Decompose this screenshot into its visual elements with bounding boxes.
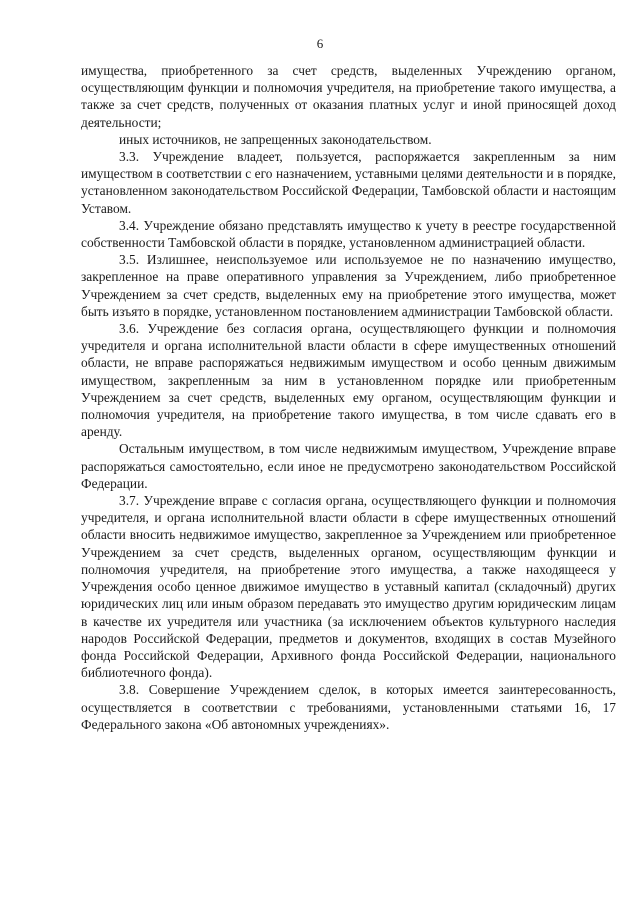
page-number: 6 [316,36,324,51]
clause-3-8: 3.8. Совершение Учреждением сделок, в которых имеется заинтересованность, осуществляется в соответствии с требованиями, установленными статьями 16, 17 Федерального закона «Об автономных учреждениях». [81,682,616,732]
paragraph-other-sources: иных источников, не запрещенных законодательством. [119,131,432,147]
clause-3-7: 3.7. Учреждение вправе с согласия органа, осуществляющего функции и полномочия учредителя, и органа исполнительной власти области в сфере имущественных отношений области вносить недвижимое имущество, закрепленное за Учреждением или приобретенное Учреждением за счет средств, выделенных органом, осуществляющим функции и полномочия учредителя, на приобретение этого имущества, а также находящееся у Учреждения особо ценное движимое имущество в уставный капитал (складочный) других юридических лиц или иным образом передавать это имущество другим юридическим лицам в качестве их учредителя или участника (за исключением объектов культурного наследия народов Российской Федерации, предметов и документов, входящих в состав Музейного фонда Российской Федерации, Архивного фонда Российской Федерации, национального библиотечного фонда). [81,493,616,681]
document-body [81,62,616,733]
paragraph-other-property: Остальным имуществом, в том числе недвижимым имуществом, Учреждение вправе распоряжаться самостоятельно, если иное не предусмотрено законодательством Российской Федерации. [81,441,616,491]
clause-3-3: 3.3. Учреждение владеет, пользуется, распоряжается закрепленным за ним имуществом в соответствии с его назначением, уставными целями деятельности и в порядке, установленном законодательством Российской Федерации, Тамбовской области и настоящим Уставом. [81,149,616,216]
paragraph-continuation: имущества, приобретенного за счет средств, выделенных Учреждению органом, осуществляющим функции и полномочия учредителя, на приобретение такого имущества, а также за счет средств, полученных от оказания платных услуг и иной приносящей доход деятельности; [81,63,616,130]
clause-3-4: 3.4. Учреждение обязано представлять имущество к учету в реестре государственной собственности Тамбовской области в порядке, установленном администрацией области. [81,217,616,251]
clause-3-6: 3.6. Учреждение без согласия органа, осуществляющего функции и полномочия учредителя и органа исполнительной власти области в сфере имущественных отношений области, не вправе распоряжаться недвижимым имуществом и особо ценным движимым имуществом, закрепленным за ним в установленном порядке или приобретенным Учреждением за счет средств, выделенных ему органом, осуществляющим функции и полномочия учредителя, на приобретение такого имущества, в том числе сдавать его в аренду. [81,321,616,440]
clause-3-5: 3.5. Излишнее, неиспользуемое или используемое не по назначению имущество, закрепленное на праве оперативного управления за Учреждением, либо приобретенное Учреждением за счет средств, выделенных ему на приобретение этого имущества, может быть изъято в порядке, установленном постановлением администрации Тамбовской области. [81,252,616,319]
